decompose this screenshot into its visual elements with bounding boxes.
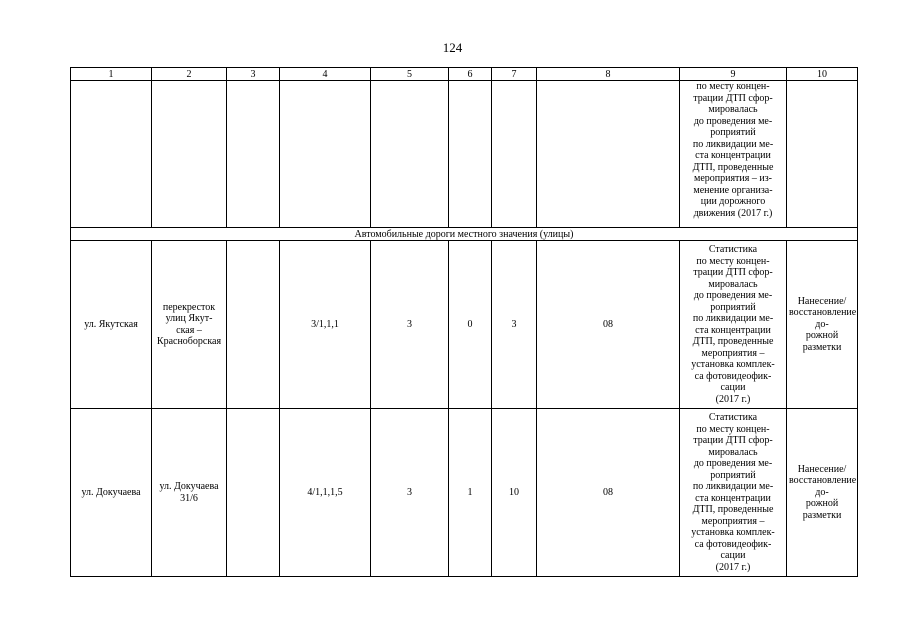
header-row — [71, 68, 858, 81]
table-cell — [371, 81, 449, 228]
street-cell: ул. Якутская — [71, 241, 152, 409]
table-cell — [227, 81, 280, 228]
location-cell: перекресток улиц Якут- ская – Красноборская — [152, 241, 227, 409]
table-row — [71, 409, 858, 577]
header-cell: 1 — [71, 68, 152, 81]
page-number: 124 — [442, 40, 463, 55]
report-table — [70, 67, 858, 577]
table-cell: 3 — [371, 241, 449, 409]
header-cell: 2 — [152, 68, 227, 81]
table-cell — [449, 81, 492, 228]
header-cell: 3 — [227, 68, 280, 81]
header-cell: 5 — [371, 68, 449, 81]
table-cell — [280, 81, 371, 228]
table-cell — [227, 409, 280, 577]
table-cell: 4/1,1,1,5 — [280, 409, 371, 577]
table-cell: 10 — [492, 409, 537, 577]
table-cell: 3 — [492, 241, 537, 409]
measures-cell: Статистика по месту концен- трации ДТП сфор- мировалась до проведения ме- роприятий по ликвидации ме- ста концентрации ДТП, проведенные мероприятия – установка комплек- са фотовидеофик- сации (2017 г.) — [680, 241, 787, 409]
section-row — [71, 228, 858, 241]
action-cell: Нанесение/ восстановление до- рожной разметки — [787, 409, 858, 577]
table-cell: 3/1,1,1 — [280, 241, 371, 409]
location-cell: ул. Докучаева 31/6 — [152, 409, 227, 577]
table-cell — [152, 81, 227, 228]
table-cell: 08 — [537, 409, 680, 577]
header-cell: 7 — [492, 68, 537, 81]
street-cell: ул. Докучаева — [71, 409, 152, 577]
header-cell: 8 — [537, 68, 680, 81]
table-cell — [492, 81, 537, 228]
header-cell: 4 — [280, 68, 371, 81]
table-cell: 0 — [449, 241, 492, 409]
action-cell: Нанесение/ восстановление до- рожной разметки — [787, 241, 858, 409]
table-cell: 08 — [537, 241, 680, 409]
table-cell — [537, 81, 680, 228]
table-cell: 1 — [449, 409, 492, 577]
measures-cell: по месту концен- трации ДТП сфор- мировалась до проведения ме- роприятий по ликвидации ме- ста концентрации ДТП, проведенные мероприятия – из- менение организа- ции дорожного движения (2017 г.) — [680, 81, 787, 228]
header-cell: 6 — [449, 68, 492, 81]
header-cell: 9 — [680, 68, 787, 81]
table-cell — [71, 81, 152, 228]
table-cell — [787, 81, 858, 228]
table-cell — [227, 241, 280, 409]
header-cell: 10 — [787, 68, 858, 81]
table-row — [71, 81, 858, 228]
measures-cell: Статистика по месту концен- трации ДТП сфор- мировалась до проведения ме- роприятий по ликвидации ме- ста концентрации ДТП, проведенные мероприятия – установка комплек- са фотовидеофик- сации (2017 г.) — [680, 409, 787, 577]
table-row — [71, 241, 858, 409]
table-cell: 3 — [371, 409, 449, 577]
section-title: Автомобильные дороги местного значения (улицы) — [71, 228, 858, 241]
